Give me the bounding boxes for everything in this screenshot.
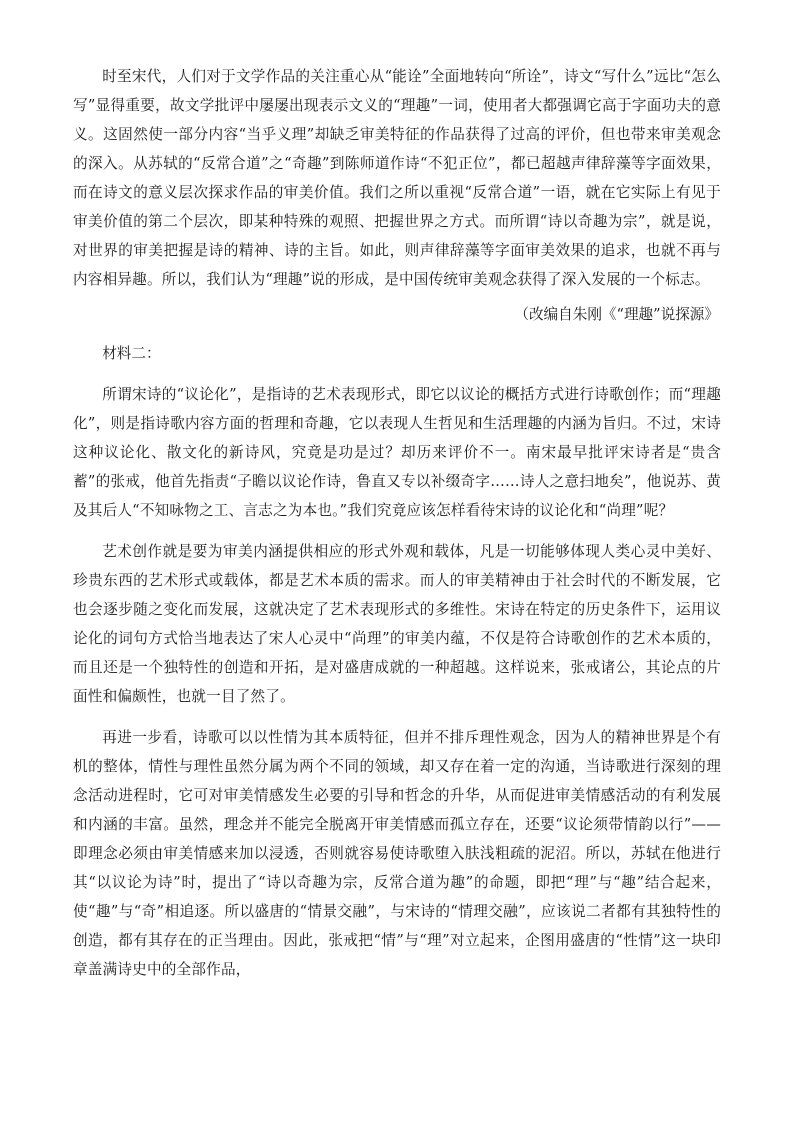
paragraph-1: 时至宋代，人们对于文学作品的关注重心从“能诠”全面地转向“所诠”，诗文“写什么”远比“怎么写”显得重要，故文学批评中屡屡出现表示文义的“理趣”一词，使用者大都强调它高于字面功夫的意义。这固然使一部分内容“当乎义理”却缺乏审美特征的作品获得了过高的评价，但也带来审美观念的深入。从苏轼的“反常合道”之“奇趣”到陈师道作诗“不犯正位”，都已超越声律辞藻等字面效果，而在诗文的意义层次探求作品的审美价值。我们之所以重视“反常合道”一语，就在它实际上有见于审美价值的第二个层次，即某种特殊的观照、把握世界之方式。而所谓“诗以奇趣为宗”，就是说，对世界的审美把握是诗的精神、诗的主旨。如此，则声律辞藻等字面审美效果的追求，也就不再与内容相异趣。所以，我们认为“理趣”说的形成，是中国传统审美观念获得了深入发展的一个标志。 [73, 68, 721, 288]
section-heading-material-2: 材料二： [102, 345, 161, 362]
paragraph-4: 再进一步看，诗歌可以以性情为其本质特征，但并不排斥理性观念，因为人的精神世界是个有机的整体，情性与理性虽然分属为两个不同的领域，却又存在着一定的沟通，当诗歌进行深刻的理念活动进程时，它可对审美情感发生必要的引导和哲念的升华，从而促进审美情感活动的有利发展和内涵的丰富。虽然，理念并不能完全脱离开审美情感而孤立存在，还要“议论须带情韵以行”——即理念必须由审美情感来加以浸透，否则就容易使诗歌堕入肤浅粗疏的泥沼。所以，苏轼在他进行其“以议论为诗”时，提出了“诗以奇趣为宗，反常合道为趣”的命题，即把“理”与“趣”结合起来，使“趣”与“奇”相追逐。所以盛唐的“情景交融”，与宋诗的“情理交融”，应该说二者都有其独特性的创造，都有其存在的正当理由。因此，张戒把“情”与“理”对立起来，企图用盛唐的“性情”这一块印章盖满诗史中的全部作品， [73, 729, 721, 978]
source-citation: （改编自朱刚《“理趣”说探源》 [514, 306, 719, 323]
document-body [73, 62, 721, 984]
paragraph-2: 所谓宋诗的“议论化”，是指诗的艺术表现形式，即它以议论的概括方式进行诗歌创作；而“理趣化”，则是指诗歌内容方面的哲理和奇趣，它以表现人生哲见和生活理趣的内涵为旨归。不过，宋诗这种议论化、散文化的新诗风，究竟是功是过？却历来评价不一。南宋最早批评宋诗者是“贵含蓄”的张戒，他首先指责“子瞻以议论作诗，鲁直又专以补缀奇字……诗人之意扫地矣”，他说苏、黄及其后人“不知咏物之工、言志之为本也。”我们究竟应该怎样看待宋诗的议论化和“尚理”呢？ [73, 386, 721, 519]
paragraph-3: 艺术创作就是要为审美内涵提供相应的形式外观和载体，凡是一切能够体现人类心灵中美好、珍贵东西的艺术形式或载体，都是艺术本质的需求。而人的审美精神由于社会时代的不断发展，它也会逐步随之变化而发展，这就决定了艺术表现形式的多维性。宋诗在特定的历史条件下，运用议论化的词句方式恰当地表达了宋人心灵中“尚理”的审美内蕴，不仅是符合诗歌创作的艺术本质的，而且还是一个独特性的创造和开拓，是对盛唐成就的一种超越。这样说来，张戒诸公，其论点的片面性和偏颇性，也就一目了然了。 [73, 543, 721, 705]
